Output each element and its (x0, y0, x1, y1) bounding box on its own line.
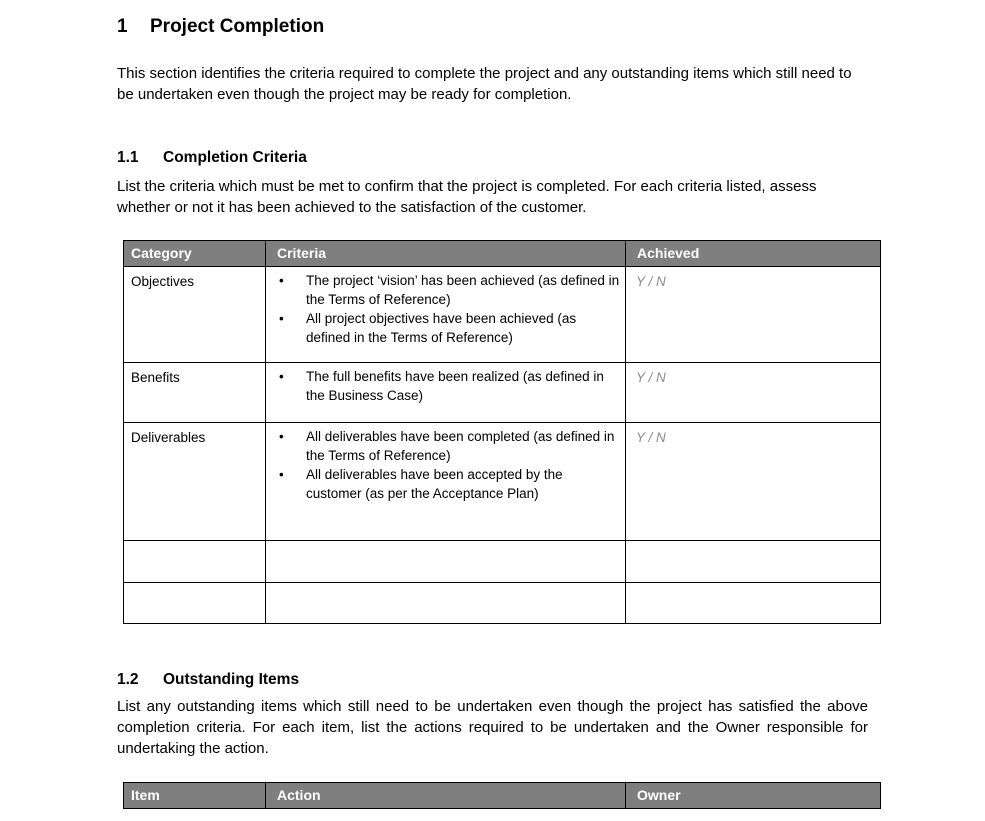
heading-project-completion (117, 16, 868, 38)
criteria-text: All deliverables have been accepted by the customer (as per the Acceptance Plan) (306, 467, 563, 501)
bullet-icon: • (279, 429, 284, 444)
achieved-cell: Y / N (626, 363, 881, 423)
heading-number: 1.1 (117, 149, 139, 166)
table-header-row (124, 241, 881, 267)
category-cell: Benefits (124, 363, 266, 423)
criteria-cell (266, 583, 626, 624)
criteria-text: The project ‘vision’ has been achieved (as defined in the Terms of Reference) (306, 273, 620, 307)
category-cell: Deliverables (124, 423, 266, 541)
achieved-cell (626, 583, 881, 624)
criteria-text: All deliverables have been completed (as defined in the Terms of Reference) (306, 429, 615, 463)
criteria-bullet-item (266, 271, 621, 309)
achieved-cell (626, 541, 881, 583)
heading-number: 1 (117, 16, 128, 37)
intro-paragraph: This section identifies the criteria required to complete the project and any outstanding items which still need to be undertaken even though the project may be ready for completion. (117, 65, 852, 103)
document-page (0, 16, 985, 809)
criteria-bullet-item (266, 309, 621, 347)
bullet-icon: • (279, 273, 284, 288)
outstanding-items-paragraph: List any outstanding items which still need to be undertaken even though the project has satisfied the above completion criteria. For each item, list the actions required to be undertaken and the Owner responsible for undertaking the action. (117, 698, 868, 757)
criteria-cell (266, 541, 626, 583)
column-header-item: Item (124, 783, 266, 809)
bullet-icon: • (279, 467, 284, 482)
completion-criteria-table (123, 240, 881, 624)
bullet-icon: • (279, 369, 284, 384)
category-cell: Objectives (124, 267, 266, 363)
table-row (124, 423, 881, 541)
criteria-bullet-list (266, 427, 621, 503)
column-header-category: Category (124, 241, 266, 267)
category-cell (124, 583, 266, 624)
criteria-bullet-list (266, 271, 621, 347)
achieved-cell: Y / N (626, 423, 881, 541)
criteria-bullet-item (266, 427, 621, 465)
completion-criteria-paragraph: List the criteria which must be met to confirm that the project is completed. For each criteria listed, assess whether or not it has been achieved to the satisfaction of the customer. (117, 178, 817, 216)
table-row (124, 267, 881, 363)
criteria-bullet-item (266, 465, 621, 503)
criteria-cell (266, 363, 626, 423)
category-cell (124, 541, 266, 583)
table-row (124, 541, 881, 583)
heading-completion-criteria (117, 149, 868, 166)
table-row (124, 363, 881, 423)
heading-text: Project Completion (150, 16, 325, 37)
criteria-bullet-item (266, 367, 621, 405)
heading-text: Completion Criteria (163, 149, 307, 166)
criteria-text: The full benefits have been realized (as defined in the Business Case) (306, 369, 604, 403)
heading-outstanding-items (117, 671, 868, 688)
criteria-cell (266, 423, 626, 541)
criteria-bullet-list (266, 367, 621, 405)
criteria-text: All project objectives have been achieved (as defined in the Terms of Reference) (306, 311, 577, 345)
table-row (124, 583, 881, 624)
column-header-action: Action (266, 783, 626, 809)
column-header-owner: Owner (626, 783, 881, 809)
heading-text: Outstanding Items (163, 671, 300, 688)
column-header-achieved: Achieved (626, 241, 881, 267)
bullet-icon: • (279, 311, 284, 326)
criteria-cell (266, 267, 626, 363)
achieved-cell: Y / N (626, 267, 881, 363)
column-header-criteria: Criteria (266, 241, 626, 267)
heading-number: 1.2 (117, 671, 139, 688)
